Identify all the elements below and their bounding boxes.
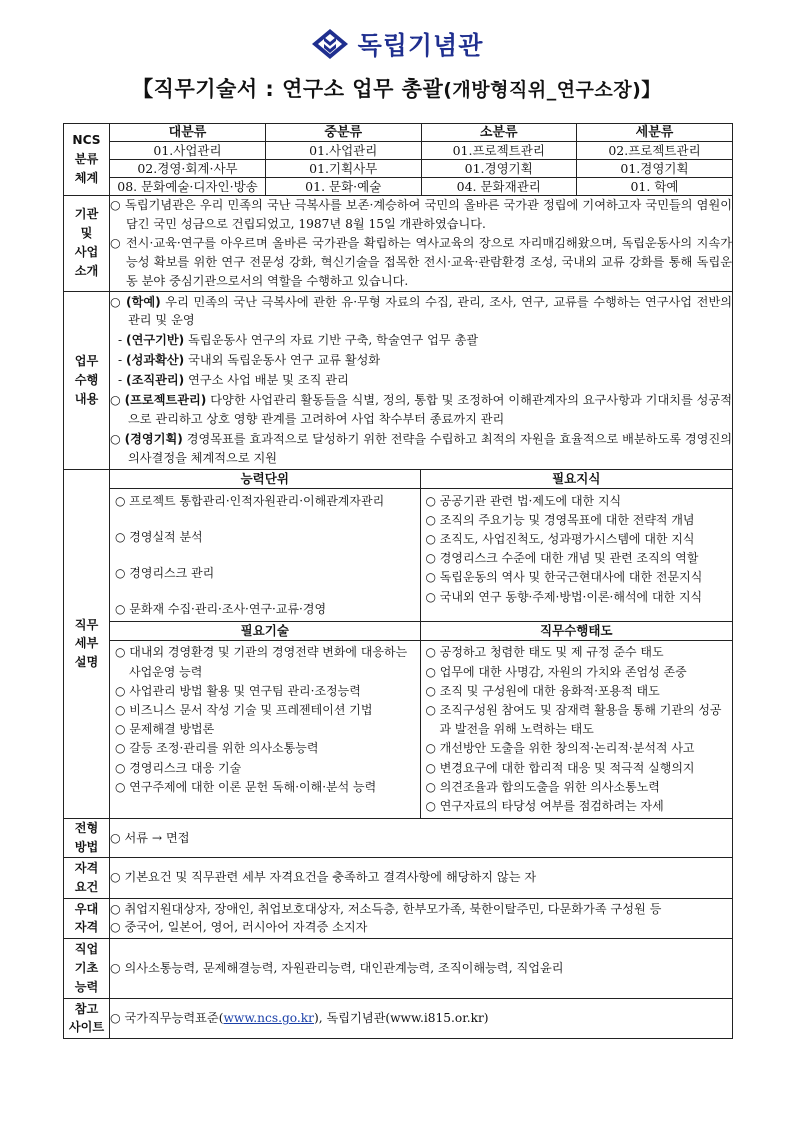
knowledge-item: ○ 공공기관 관련 법·제도에 대한 지식 xyxy=(425,493,622,508)
job-item-prefix: ○ xyxy=(110,393,125,408)
attitude-item: ○ 연구자료의 타당성 여부를 점검하려는 자세 xyxy=(425,798,664,813)
reference-suffix: ), 독립기념관(www.i815.or.kr) xyxy=(314,1010,489,1025)
job-item-text: 우리 민족의 국난 극복사에 관한 유·무형 자료의 수집, 관리, 조사, 연구, 교류를 수행하는 연구사업 전반의 관리 및 운영 xyxy=(128,294,732,328)
ncs-row xyxy=(64,124,733,196)
ncs-cell: 01.경영기획 xyxy=(421,160,577,178)
job-item-tag: (경영기획) xyxy=(124,431,183,446)
attitude-item: ○ 조직 및 구성원에 대한 융화적·포용적 태도 xyxy=(425,683,660,698)
ncs-cell: 01.사업관리 xyxy=(110,142,266,160)
job-item-text: 다양한 사업관리 활동들을 식별, 정의, 통합 및 조정하여 이해관계자의 요구사항과 기대치를 성공적으로 관리하고 상호 영향 관계를 고려하여 사업 착수부터 종료까지 관리 xyxy=(128,393,732,426)
job-item xyxy=(110,293,732,331)
detail-label: 직무 세부 설명 xyxy=(64,469,110,818)
job-label: 업무 수행 내용 xyxy=(64,291,110,469)
job-item-prefix: - xyxy=(118,353,126,368)
ncs-label: NCS 분류 체계 xyxy=(64,124,110,196)
job-item xyxy=(110,430,732,468)
attitude-item: ○ 업무에 대한 사명감, 자원의 가치와 존엄성 존중 xyxy=(425,664,687,679)
ncs-header-row xyxy=(110,124,732,142)
ncs-table xyxy=(110,124,732,195)
ncs-header-cell: 중분류 xyxy=(266,124,422,142)
basic-ability-text: ○ 의사소통능력, 문제해결능력, 자원관리능력, 대인관계능력, 조직이해능력, 직업윤리 xyxy=(110,938,733,998)
job-item-prefix: - xyxy=(118,333,126,348)
knowledge-item: ○ 조직도, 사업진척도, 성과평가시스템에 대한 지식 xyxy=(425,532,695,547)
ncs-header-cell: 대분류 xyxy=(110,124,266,142)
preference-label: 우대 자격 xyxy=(64,898,110,938)
title-paren: (개방형직위_연구소장)】 xyxy=(443,79,661,101)
basic-ability-label: 직업 기초 능력 xyxy=(64,938,110,998)
skill-item: ○ 연구주제에 대한 이론 문헌 독해·이해·분석 능력 xyxy=(115,779,377,794)
skill-item: ○ 사업관리 방법 활용 및 연구팀 관리·조정능력 xyxy=(115,683,361,698)
title-main: 【직무기술서 : 연구소 업무 총괄 xyxy=(132,77,444,101)
job-item-prefix: - xyxy=(118,373,126,388)
job-item-tag: (프로젝트관리) xyxy=(124,393,207,408)
ncs-cell: 02.프로젝트관리 xyxy=(577,142,733,160)
job-item xyxy=(110,391,732,429)
attitude-list xyxy=(420,641,732,818)
reference-prefix: ○ 국가직무능력표준( xyxy=(110,1010,224,1025)
preference-row xyxy=(64,898,733,938)
job-item-tag: (학예) xyxy=(126,294,161,309)
skill-item: ○ 갈등 조정·관리를 위한 의사소통능력 xyxy=(115,741,319,756)
skill-item: ○ 비즈니스 문서 작성 기술 및 프레젠테이션 기법 xyxy=(115,703,373,717)
job-row xyxy=(64,291,733,469)
preference-item: ○ 취업지원대상자, 장애인, 취업보호대상자, 저소득층, 한부모가족, 북한이탈주민, 다문화가족 구성원 등 xyxy=(110,901,662,916)
job-item-text: 경영목표를 효과적으로 달성하기 위한 전략을 수립하고 최적의 자원을 효율적으로 배분하도록 경영진의 의사결정을 체계적으로 지원 xyxy=(128,431,733,465)
job-description-table xyxy=(63,123,733,1039)
skills-list xyxy=(110,641,420,818)
ability-list xyxy=(110,488,420,622)
ncs-cell: 01. 문화·예술 xyxy=(266,178,422,196)
ncs-data-row xyxy=(110,142,732,160)
attitude-item: ○ 공정하고 청렴한 태도 및 제 규정 준수 태도 xyxy=(425,645,664,660)
ncs-cell: 01. 학예 xyxy=(630,179,679,194)
job-item-tag: (연구기반) xyxy=(126,333,185,348)
ncs-header-cell: 소분류 xyxy=(421,124,577,142)
job-item-text: 국내외 독립운동사 연구 교류 활성화 xyxy=(184,353,381,368)
ability-item: ○ 문화재 수집·관리·조사·연구·교류·경영 xyxy=(115,602,327,617)
qualification-row xyxy=(64,857,733,898)
intro-content xyxy=(110,196,733,292)
ability-header: 능력단위 xyxy=(110,470,420,489)
ability-item: ○ 경영실적 분석 xyxy=(115,529,203,544)
attitude-item: ○ 조직구성원 참여도 및 잠재력 활용을 통해 기관의 성공과 발전을 위해 노력하는 태도 xyxy=(425,703,722,737)
ncs-cell: 02.경영·회계·사무 xyxy=(110,160,266,178)
basic-ability-row xyxy=(64,938,733,998)
logo-emblem-icon xyxy=(310,27,350,61)
ncs-data-row xyxy=(110,160,732,178)
knowledge-item: ○ 조직의 주요기능 및 경영목표에 대한 전략적 개념 xyxy=(425,512,695,527)
process-label: 전형 방법 xyxy=(64,819,110,858)
knowledge-item: ○ 경영리스크 수준에 대한 개념 및 관련 조직의 역할 xyxy=(425,551,699,566)
reference-row xyxy=(64,998,733,1038)
ncs-cell: 04. 문화재관리 xyxy=(421,178,577,196)
skill-item: ○ 경영리스크 대응 기술 xyxy=(115,760,242,775)
ability-item: ○ 프로젝트 통합관리·인적자원관리·이해관계자관리 xyxy=(115,493,385,508)
attitude-item: ○ 변경요구에 대한 합리적 대응 및 적극적 실행의지 xyxy=(425,760,695,775)
ncs-cell: 01.기획사무 xyxy=(266,160,422,178)
intro-item: ○ 전시·교육·연구를 아우르며 올바른 국가관을 확립하는 역사교육의 장으로 자리매김해왔으며, 독립운동사의 지속가능성 확보를 위한 연구 전문성 강화, 혁신기술을 접목한 전시·교육·관람환경 조성, 국내외 교류 강화를 통해 독립운동 분야 중심기관으로서의 역할을 수행하고 있습니다. xyxy=(110,235,732,288)
attitude-item: ○ 개선방안 도출을 위한 창의적·논리적·분석적 사고 xyxy=(425,741,695,756)
process-text: ○ 서류 → 면접 xyxy=(110,819,733,858)
reference-label: 참고 사이트 xyxy=(64,998,110,1038)
job-content xyxy=(110,291,733,469)
intro-label: 기관 및 사업 소개 xyxy=(64,196,110,292)
ncs-cell: 01.프로젝트관리 xyxy=(421,142,577,160)
ability-item: ○ 경영리스크 관리 xyxy=(115,566,215,581)
job-item xyxy=(110,331,732,350)
skill-item: ○ 대내외 경영환경 및 기관의 경영전략 변화에 대응하는 사업운영 능력 xyxy=(115,645,408,679)
detail-row xyxy=(64,469,733,818)
intro-row xyxy=(64,196,733,292)
logo-text: 독립기념관 xyxy=(357,31,484,60)
qualification-label: 자격 요건 xyxy=(64,857,110,898)
preference-item: ○ 중국어, 일본어, 영어, 러시아어 자격증 소지자 xyxy=(110,920,368,935)
ncs-cell: 01.사업관리 xyxy=(266,142,422,160)
job-item-prefix: ○ xyxy=(110,294,126,309)
ncs-data-row xyxy=(110,178,732,196)
knowledge-item: ○ 국내외 연구 동향·주제·방법·이론·해석에 대한 지식 xyxy=(425,589,703,604)
knowledge-list xyxy=(420,488,732,622)
intro-item: ○ 독립기념관은 우리 민족의 국난 극복사를 보존·계승하여 국민의 올바른 국가관 정립에 기여하고자 국민들의 염원이 담긴 국민 성금으로 건립되었고, 1987년 8월 15일 개관하였습니다. xyxy=(110,198,732,231)
job-item-tag: (조직관리) xyxy=(126,373,185,388)
ncs-cell: 01.경영기획 xyxy=(577,160,733,178)
job-item xyxy=(110,371,732,390)
job-item-text: 독립운동사 연구의 자료 기반 구축, 학술연구 업무 총괄 xyxy=(184,333,479,348)
logo xyxy=(0,26,793,62)
attitude-item: ○ 의견조율과 합의도출을 위한 의사소통노력 xyxy=(425,779,660,794)
knowledge-item: ○ 독립운동의 역사 및 한국근현대사에 대한 전문지식 xyxy=(425,570,703,585)
ncs-header-cell: 세분류 xyxy=(577,124,733,142)
document-title xyxy=(0,73,793,103)
ncs-cell: 08. 문화예술·디자인·방송 xyxy=(110,178,266,196)
job-item-prefix: ○ xyxy=(110,431,125,446)
ncs-link[interactable]: www.ncs.go.kr xyxy=(223,1010,314,1025)
job-item-text: 연구소 사업 배분 및 조직 관리 xyxy=(184,373,349,388)
job-item-tag: (성과확산) xyxy=(126,353,185,368)
qualification-text: ○ 기본요건 및 직무관련 세부 자격요건을 충족하고 결격사항에 해당하지 않는 자 xyxy=(110,857,733,898)
reference-text xyxy=(110,998,733,1038)
skill-item: ○ 문제해결 방법론 xyxy=(115,722,215,737)
attitude-header: 직무수행태도 xyxy=(420,622,732,641)
knowledge-header: 필요지식 xyxy=(420,470,732,489)
detail-table xyxy=(110,470,732,818)
skills-header: 필요기술 xyxy=(110,622,420,641)
preference-list xyxy=(110,898,733,938)
process-row xyxy=(64,819,733,858)
job-item xyxy=(110,351,732,370)
